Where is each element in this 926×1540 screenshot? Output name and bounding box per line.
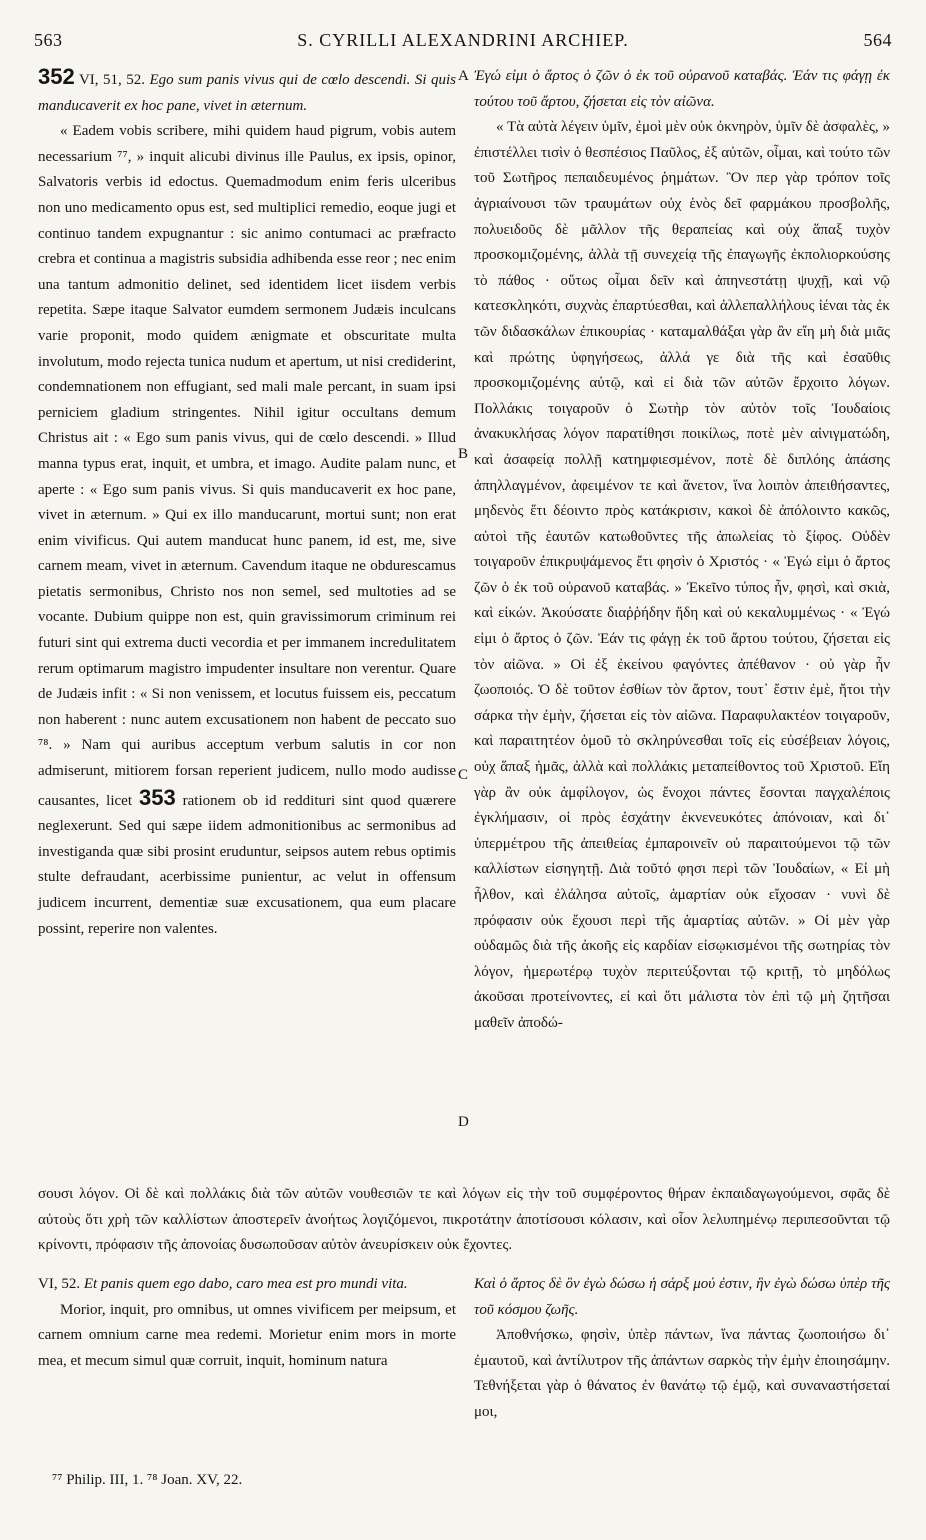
- margin-letter-b: B: [458, 446, 469, 462]
- column-number-352: 352: [38, 64, 75, 89]
- margin-letter-a: A: [458, 68, 469, 84]
- right-page-number: 564: [863, 30, 892, 50]
- greek-paragraph-2: Ἀποθνήσκω, φησὶν, ὑπὲρ πάντων, ἵνα πάντας ζωοποιήσω δι᾽ ἐμαυτοῦ, καὶ ἀντίλυτρον τῆς ἁπάντων σαρκὸς τὴν ἐμὴν ἐποιησάμην. Τεθνήξεται γὰρ ὁ θάνατος ἐν θανάτῳ τῷ ἐμῷ, καὶ συναναστήσεταί μοι,: [474, 1327, 890, 1420]
- latin-paragraph-text-b: rationem ob id reddituri sint quod quærere neglexerunt. Sed qui sæpe iidem admonitionibus ac sermonibus ad investiganda quæ sibi prosint eruduntur, seipsos autem rebus optimis stulte defraudant, acerbissime punientur, ac velut in offensum judicem incurrent, dementiæ suæ excusationem, qua eum placare possint, reperire non valentes.: [38, 792, 456, 937]
- greek-column-lower: [474, 1272, 890, 1426]
- margin-letter-d: D: [458, 1114, 469, 1130]
- latin-lemma-text: Ego sum panis vivus qui de cœlo descendi. Si quis manducaverit ex hoc pane, vivet in æternum.: [38, 72, 457, 114]
- latin-verse-ref: VI, 51, 52.: [78, 72, 145, 88]
- greek-paragraph: « Τὰ αὐτὰ λέγειν ὑμῖν, ἐμοὶ μὲν οὐκ ὀκνηρὸν, ὑμῖν δὲ ἀσφαλὲς, » ἐπιστέλλει τισὶν ὁ θεσπέσιος Παῦλος, ἐξ αὐτῶν, οἶμαι, καὶ τούτο τῶν τοῦ Σωτῆρος πεπαιδευμένος ῥημάτων. Ὃν περ γὰρ τρόπον τοῖς ἀγριαίνουσι τῶν τραυμάτων οὐχ ἑνὸς δεῖ φαρμάκου προσβολῆς, πολυειδοῦς δὲ μᾶλλον τῆς θεραπείας καὶ οὐχ ἅπαξ τυχὸν προσκομιζομένης, ἀλλὰ τῇ συνεχείᾳ τῆς ἐπαγωγῆς ἐκπολιορκούσης τὸ πάθος · οὕτως οἶμαι δεῖν καὶ ἀπηνεστάτῃ ψυχῇ, καὶ νῷ κατεσκληκότι, συχνὰς ἐπαρτύεσθαι, καὶ ἀλλεπαλλήλους ἰέναι τὰς ἐκ τῶν διδασκάλων ἐπικουρίας · καταμαλθάξαι γὰρ ἂν εἴη μὴ διὰ μιᾶς καὶ πρώτης ὑφηγήσεως, ἀλλά γε διὰ τῆς καὶ ἐσαῦθις προσκομιζομένης αὐτῷ, καὶ εἰ διὰ τῶν αὐτῶν ἔρχοιτο λόγων. Πολλάκις τοιγαροῦν ὁ Σωτὴρ τὸν αὐτὸν τοῖς Ἰουδαίοις ἀνακυκλήσας λόγον παρατίθησι ποικίλως, ποτὲ μὲν αἰνιγματώδη, καὶ ἀσαφείᾳ πολλῇ κατημφιεσμένον, ποτὲ δὲ διπλόης ἁπάσης ἀπηλλαγμένον, ἀφειμένον τε καὶ ἄνετον, ἵνα λοιπὸν ἀπειθήσαντες, μηδενὸς ἔτι δέοιντο πρὸς κατάκρισιν, κακοὶ δὲ ἀπόλοιντο κακῶς, αὐτοὶ τῆς ἑαυτῶν κατωθοῦντες τῆς ἀπωλείας τὸ ξίφος. Οὐδὲν τοιγαροῦν ἐπικρυψάμενος ἔτι φησὶν ὁ Χριστός · « Ἐγώ εἰμι ὁ ἄρτος ζῶν ὁ ἐκ τοῦ οὐρανοῦ καταβάς. » Ἐκεῖνο τύπος ἦν, φησὶ, καὶ σκιὰ, καὶ εἰκών. Ἀκούσατε διαῤῥήδην ἤδη καὶ οὐ κεκαλυμμένως · « Ἐγώ εἰμι ὁ ἄρτος ὁ ζῶν. Ἐάν τις φάγῃ ἐκ τοῦ ἄρτου τούτου, ζήσεται εἰς τὸν αἰῶνα. » Οἱ ἐξ ἐκείνου φαγόντες ἀπέθανον · οὐ γὰρ ἦν ζωοποιός. Ὁ δὲ τοῦτον ἐσθίων τὸν ἄρτον, τουτ᾽ ἔστιν ἐμὲ, ἤτοι τὴν σάρκα τὴν ἐμὴν, ζήσεται εἰς τὸν αἰῶνα. Παραφυλακτέον τοιγαροῦν, καὶ παραιτητέον ὁμοῦ τὸ σκληρύνεσθαι τοῖς εἰς εὐσέβειαν λόγοις, οὐχ ἅπαξ ἡμᾶς, ἀλλὰ καὶ πολλάκις μεταπείθοντος τοῦ Χριστοῦ. Εἴη γὰρ ἂν οὐκ ἀμφίλογον, ὡς ἔνοχοι πάντες ἔσονται παγχαλέποις ἐγκλήμασιν, οἱ πρὸς ἐσχάτην ἐκνενευκότες ἀπόνοιαν, καὶ δι᾽ ὑπερμέτρου τῆς ἀπειθείας ἐμπαροινεῖν οὐ παραιτούμενοι τῷ τῶν καλλίστων εἰσηγητῇ. Διὰ τοῦτό φησι περὶ τῶν Ἰουδαίων, « Εἰ μὴ ἦλθον, καὶ ἐλάλησα αὐτοῖς, ἁμαρτίαν οὐκ εἴχοσαν · νυνὶ δὲ πρόφασιν οὐκ ἔχουσι περὶ τῆς ἁμαρτίας αὐτῶν. » Οἱ μὲν γὰρ οὐδαμῶς διὰ τῆς ἀκοῆς εἰς καρδίαν εἰσῳκισμένοι τῆς σωτηρίας τὸν λόγον, ἡμερωτέρῳ τυχὸν περιτεύξονται τῷ κριτῇ, τὸ μηδόλως ἀκοῦσαι προτείνοντες, εἰ καὶ ὅτι μάλιστα τὸν ἐπὶ τῷ μὴ ζητῆσαι μαθεῖν ἀποδώ-: [474, 119, 890, 1031]
- latin-paragraph-2: Morior, inquit, pro omnibus, ut omnes vivificem per meipsum, et carnem omnium carne mea redemi. Morietur enim mors in morte mea, et mecum simul quæ corruit, inquit, hominum natura: [38, 1301, 456, 1369]
- greek-lemma-2: Καὶ ὁ ἄρτος δὲ ὃν ἐγὼ δώσω ἡ σάρξ μού ἐστιν, ἣν ἐγὼ δώσω ὑπὲρ τῆς τοῦ κόσμου ζωῆς.: [474, 1276, 890, 1318]
- latin-lemma-2: [38, 1272, 456, 1298]
- footnotes: ⁷⁷ Philip. III, 1. ⁷⁸ Joan. XV, 22.: [52, 1472, 243, 1488]
- left-page-number: 563: [34, 30, 63, 50]
- greek-full-width-continuation: [38, 1182, 890, 1259]
- latin-column-upper: [38, 64, 456, 942]
- latin-column-lower: [38, 1272, 456, 1374]
- column-number-353: 353: [138, 784, 176, 810]
- greek-continuation-text: σουσι λόγον. Οἱ δὲ καὶ πολλάκις διὰ τῶν αὐτῶν νουθεσιῶν τε καὶ λόγων εἰς τὴν τοῦ συμφέροντος θήραν ἐκπαιδαγωγούμενοι, σφᾶς δὲ αὐτοὺς ὅτι χρὴ τῶν καλλίστων ἀποστερεῖν ἀνοήτως λογιζόμενοι, πικροτάτην ἀποτίσουσι κόλασιν, καὶ οἷον λελυπημένῳ περιπεσοῦνται τῷ κρίνοντι, πρόφασιν τῆς ἀπονοίας δυσωποῦσαν αὐτὸν ἀνευρίσκειν οὐκ ἔχοντες.: [38, 1186, 890, 1254]
- running-title: S. CYRILLI ALEXANDRINI ARCHIEP.: [297, 30, 629, 50]
- latin-lemma-text-2: Et panis quem ego dabo, caro mea est pro mundi vita.: [80, 1276, 408, 1292]
- latin-paragraph-text-a: « Eadem vobis scribere, mihi quidem haud pigrum, vobis autem necessarium ⁷⁷, » inquit alicubi divinus ille Paulus, ex ipsis, opinor, Salvatoris verbis id edoctus. Quemadmodum enim feris ulceribus non uno medicamento opus est, sed multiplici remedio, eoque jugi et continuo tandem expugnantur : sic animo contumaci ac præfracto crebra et continua a magistris subsidia adhibenda esse reor ; nec enim una tantum admonitio delinet, sed identidem licet iisdem verbis repetita. Sæpe itaque Salvator eumdem sermonem Judæis inculcans varie proponit, modo quidem ænigmate et obscuritate multa involutum, modo rejecta tunica nudum et apertum, ut nisi crediderint, condemnationem non effugiant, sed mali male percant, in suam ipsi perniciem gladium stringentes. Nihil igitur occultans demum Christus ait : « Ego sum panis vivus, qui de cœlo descendi. » Illud manna typus erat, inquit, et umbra, et imago. Audite palam nunc, et aperte : « Ego sum panis vivus. Si quis manducaverit ex hoc pane, vivet in æternum. » Qui ex illo manducarunt, mortui sunt; non erat enim vivificus. Qui autem manducat hunc panem, id est, me, sive carnem meam, vivet in æternum. Cavendum itaque ne obdurescamus pietatis sermonibus, Christo nos non semel, sed multoties ad se vocante. Dubium quippe non est, quin gravissimorum criminum rei futuri sint qui extrema ducti vecordia et per immanem incredulitatem rerum optimarum magistro impudenter insultare non verentur. Quare de Judæis infit : « Si non venissem, et locutus fuissem eis, peccatum non haberent : nunc autem excusationem non habent de peccato suo ⁷⁸. » Nam qui auribus acceptum verbum salutis in cor non admiserunt, mitiorem forsan reperient judicem, nullo modo audisse causantes, licet: [38, 123, 456, 809]
- greek-column-upper: [474, 64, 890, 1037]
- margin-letter-c: C: [458, 767, 469, 783]
- latin-verse-ref-2: VI, 52.: [38, 1276, 81, 1292]
- latin-lemma: [38, 64, 456, 119]
- greek-lemma: Ἐγώ εἰμι ὁ ἄρτος ὁ ζῶν ὁ ἐκ τοῦ οὐρανοῦ καταβάς. Ἐάν τις φάγῃ ἐκ τούτου τοῦ ἄρτου, ζήσεται εἰς τὸν αἰῶνα.: [474, 68, 890, 110]
- latin-paragraph: [38, 119, 456, 942]
- running-header: [34, 30, 892, 56]
